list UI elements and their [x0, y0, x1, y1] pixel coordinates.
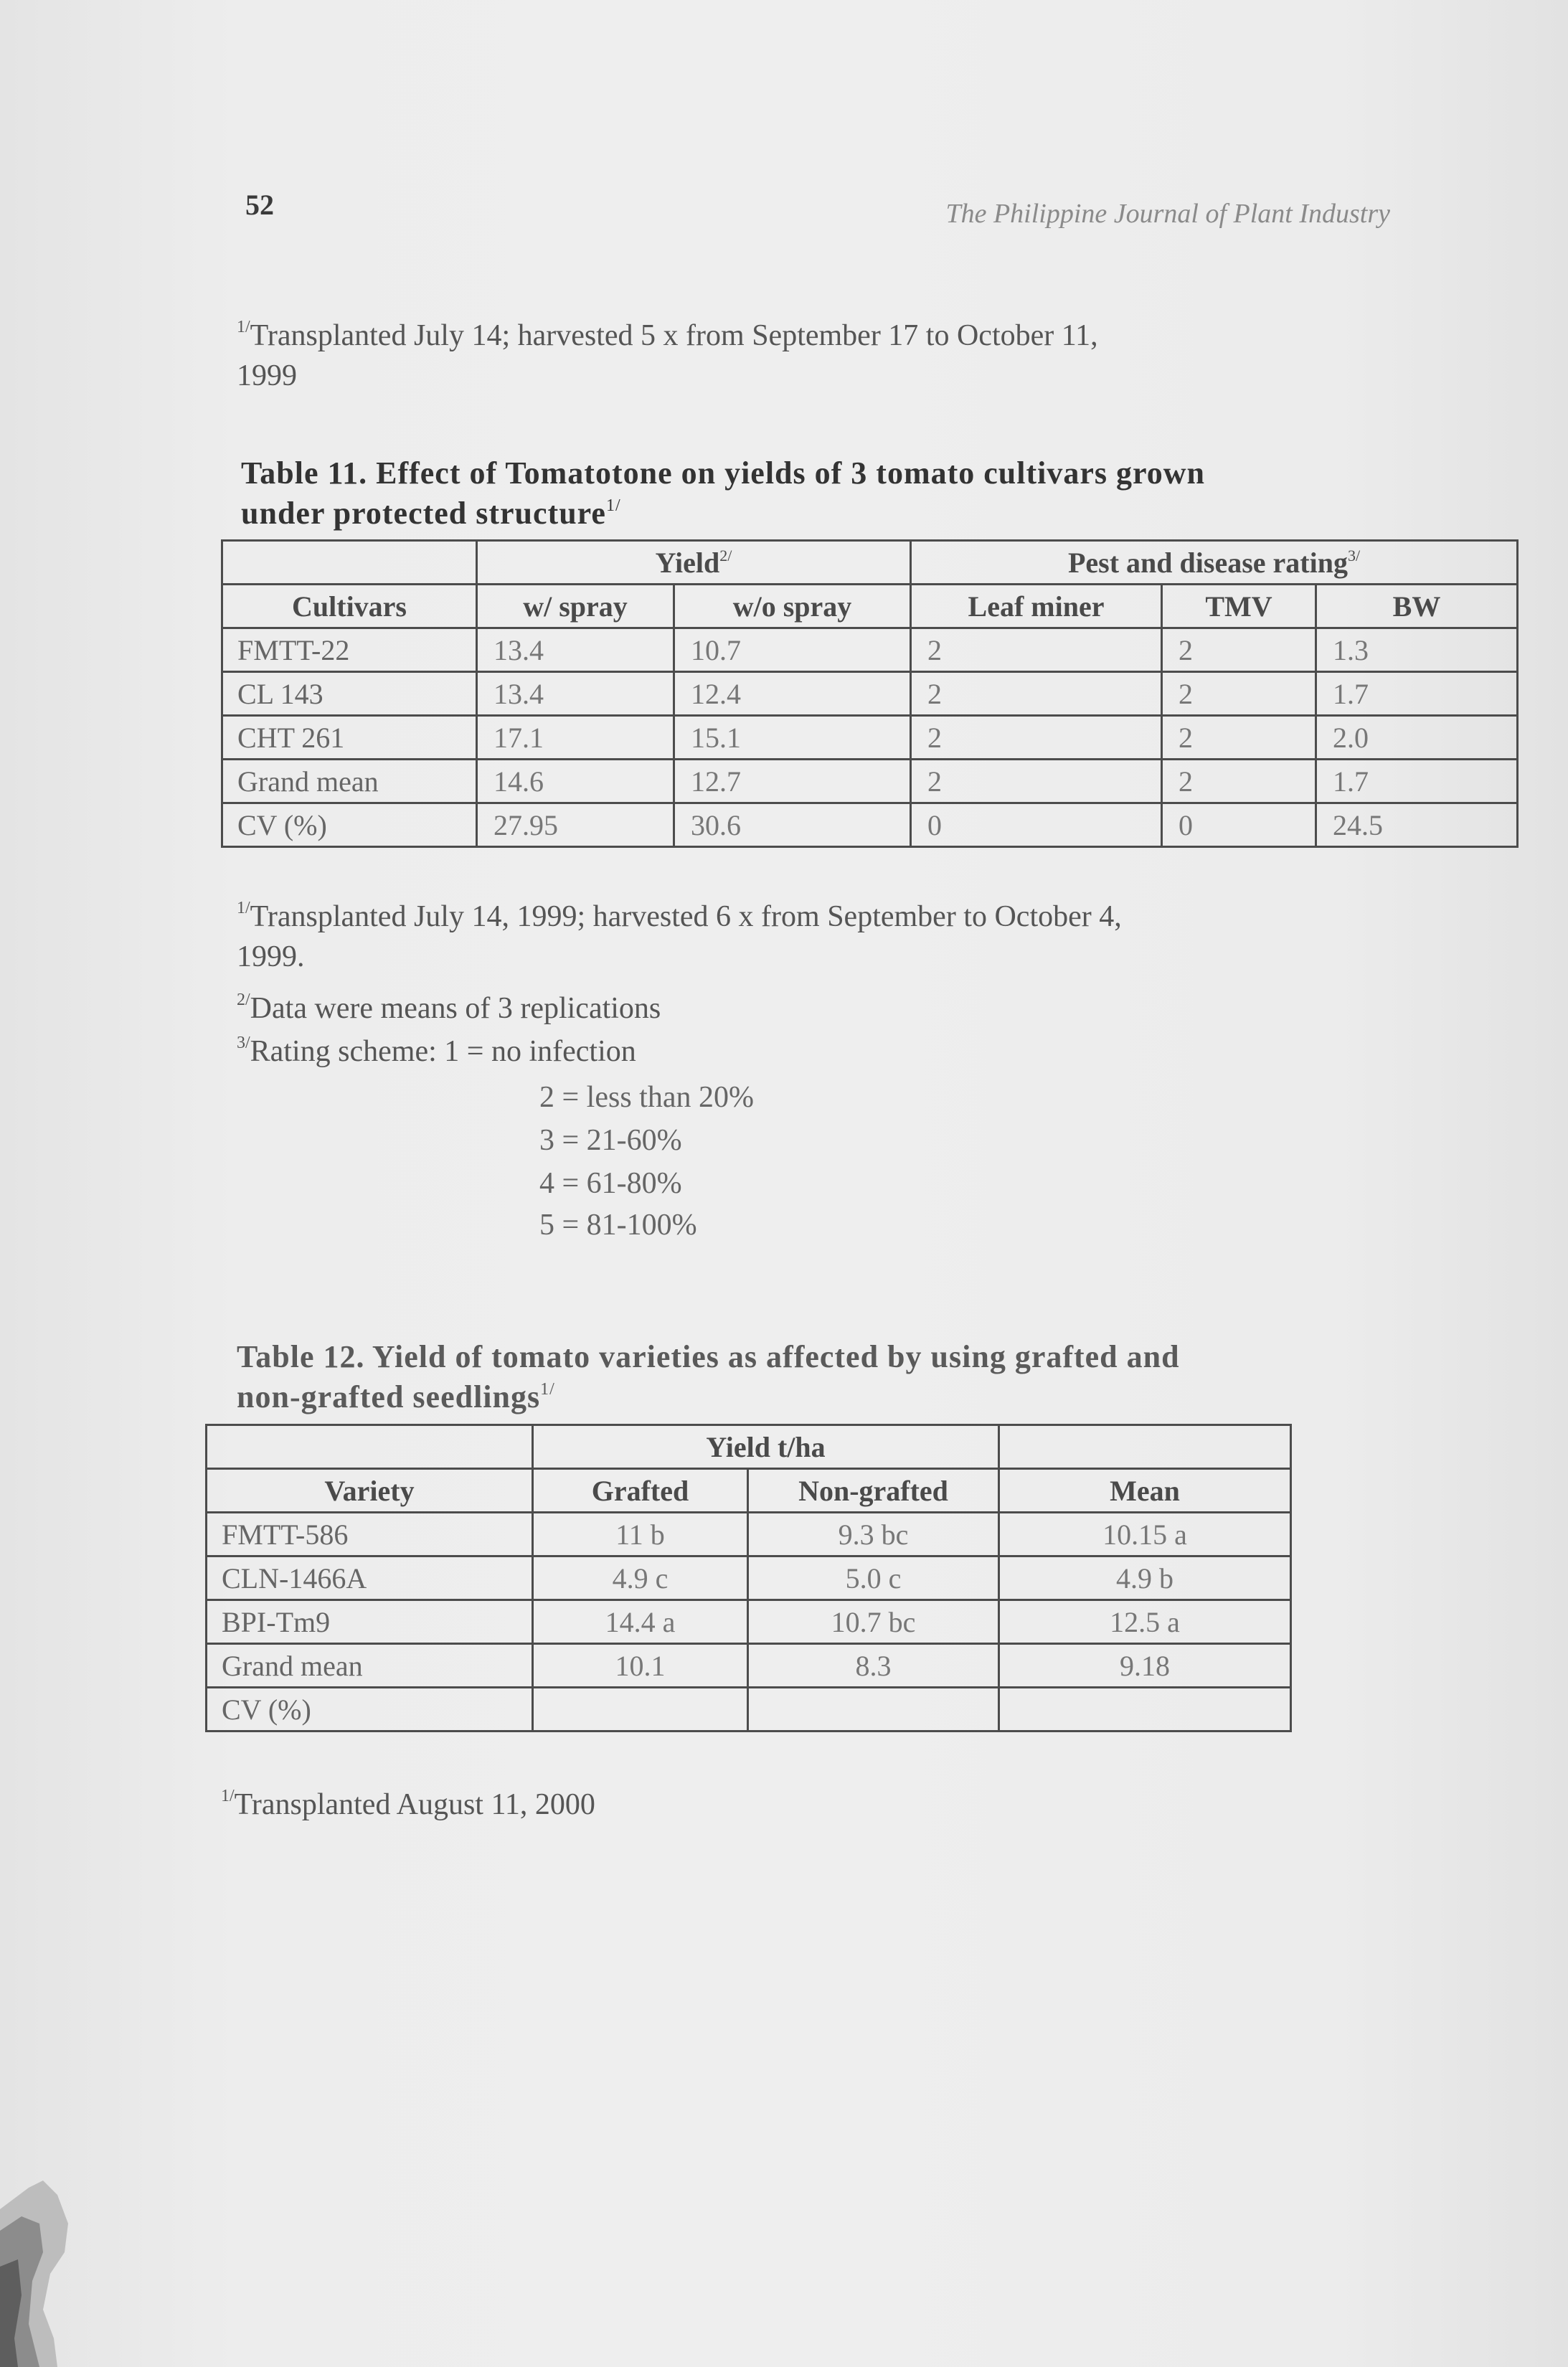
table11-caption: [241, 453, 1403, 534]
table11-cell: 1.7: [1316, 672, 1518, 716]
table-row: [222, 628, 1518, 672]
scan-artifact-shape: [0, 2166, 86, 2367]
table-row: [207, 1513, 1291, 1556]
table11-cell: 12.7: [674, 760, 911, 803]
table12-row-label: FMTT-586: [207, 1513, 533, 1556]
table11-col-header: Cultivars: [222, 585, 477, 628]
table11-caption-line1: Table 11. Effect of Tomatotone on yields of 3 tomato cultivars grown: [241, 455, 1205, 491]
table12-column-header-row: [207, 1469, 1291, 1513]
table12-cell: 4.9 b: [999, 1556, 1291, 1600]
table12-cell: 5.0 c: [748, 1556, 999, 1600]
rating-scheme-line: 4 = 61-80%: [539, 1167, 682, 1200]
table12-cell: 11 b: [533, 1513, 748, 1556]
table11-col-header: TMV: [1162, 585, 1316, 628]
table11-yield-header: Yield$^{2/}$: [477, 541, 911, 585]
table11-cell: 14.6: [477, 760, 674, 803]
table11-cell: 12.4: [674, 672, 911, 716]
table12-cell: [748, 1688, 999, 1731]
table11-cell: 0: [1162, 803, 1316, 847]
rating-scheme-line: 5 = 81-100%: [539, 1209, 697, 1242]
table12-cell: 4.9 c: [533, 1556, 748, 1600]
table-row: [207, 1688, 1291, 1731]
table-row: [207, 1556, 1291, 1600]
table11-row-label: FMTT-22: [222, 628, 477, 672]
table11-col-header: BW: [1316, 585, 1518, 628]
table12-cell: 9.18: [999, 1644, 1291, 1688]
table11-cell: 13.4: [477, 628, 674, 672]
table11-corner-cell: [222, 541, 477, 585]
table12-caption: [237, 1337, 1399, 1417]
table11-footnote-1: [237, 897, 1399, 977]
table11-cell: 0: [911, 803, 1162, 847]
table11-footnote-3: $^{3/}$Rating scheme: 1 = no infection: [237, 1034, 636, 1068]
table11-col-header: w/ spray: [477, 585, 674, 628]
top-footnote-line1: $^{1/}$Transplanted July 14; harvested 5 x from September 17 to October 11,: [237, 318, 1098, 352]
table-row: [222, 760, 1518, 803]
table12-yield-header: Yield t/ha: [533, 1425, 999, 1469]
table12-corner-cell: [207, 1425, 533, 1469]
table11-col-header: w/o spray: [674, 585, 911, 628]
table11-pest-header: Pest and disease rating$^{3/}$: [911, 541, 1518, 585]
table11-footnote-1-line2: 1999.: [237, 940, 305, 973]
table11-cell: 27.95: [477, 803, 674, 847]
table12-empty-header-cell: [999, 1425, 1291, 1469]
top-footnote-line2: 1999: [237, 359, 297, 392]
table12-caption-line1: Table 12. Yield of tomato varieties as affected by using grafted and: [237, 1339, 1180, 1374]
table-row: [207, 1600, 1291, 1644]
page-number: 52: [245, 189, 274, 221]
table11-cell: 1.3: [1316, 628, 1518, 672]
table12-row-label: CLN-1466A: [207, 1556, 533, 1600]
table-row: [207, 1644, 1291, 1688]
top-footnote: [237, 316, 1399, 396]
table11-cell: 17.1: [477, 716, 674, 760]
table11-footnote-1-line1: $^{1/}$Transplanted July 14, 1999; harvested 6 x from September to October 4,: [237, 899, 1122, 933]
table12-col-header: Non-grafted: [748, 1469, 999, 1513]
table12-row-label: CV (%): [207, 1688, 533, 1731]
table11-row-label: CL 143: [222, 672, 477, 716]
table11-cell: 2: [911, 760, 1162, 803]
table11-group-header-row: [222, 541, 1518, 585]
table11-cell: 15.1: [674, 716, 911, 760]
table11-cell: 2: [1162, 672, 1316, 716]
table12-cell: 9.3 bc: [748, 1513, 999, 1556]
table12-col-header: Variety: [207, 1469, 533, 1513]
table12-col-header: Mean: [999, 1469, 1291, 1513]
table11-column-header-row: [222, 585, 1518, 628]
table11-cell: 2: [911, 716, 1162, 760]
table11-footnote-2: $^{2/}$Data were means of 3 replications: [237, 991, 661, 1025]
table12-row-label: BPI-Tm9: [207, 1600, 533, 1644]
table11-cell: 2: [1162, 628, 1316, 672]
table-row: [222, 803, 1518, 847]
rating-scheme-line: 2 = less than 20%: [539, 1081, 754, 1114]
table12-cell: 10.1: [533, 1644, 748, 1688]
table11-row-label: CV (%): [222, 803, 477, 847]
table11-cell: 1.7: [1316, 760, 1518, 803]
table12-caption-line2: non-grafted seedlings$^{1/}$: [237, 1379, 555, 1414]
table11-row-label: Grand mean: [222, 760, 477, 803]
table12-group-header-row: [207, 1425, 1291, 1469]
table11: [221, 539, 1519, 848]
table11-cell: 2: [911, 628, 1162, 672]
table12-cell: 14.4 a: [533, 1600, 748, 1644]
table11-cell: 2: [1162, 716, 1316, 760]
table11-row-label: CHT 261: [222, 716, 477, 760]
table12-cell: [999, 1688, 1291, 1731]
table11-cell: 2: [1162, 760, 1316, 803]
table12-footnote: $^{1/}$Transplanted August 11, 2000: [221, 1787, 595, 1821]
table-row: [222, 716, 1518, 760]
table11-cell: 30.6: [674, 803, 911, 847]
table12: [205, 1424, 1292, 1732]
table11-cell: 24.5: [1316, 803, 1518, 847]
table11-col-header: Leaf miner: [911, 585, 1162, 628]
table12-row-label: Grand mean: [207, 1644, 533, 1688]
table11-caption-line2: under protected structure$^{1/}$: [241, 496, 621, 531]
table12-cell: 12.5 a: [999, 1600, 1291, 1644]
table12-col-header: Grafted: [533, 1469, 748, 1513]
journal-running-head: The Philippine Journal of Plant Industry: [945, 199, 1390, 229]
table11-cell: 13.4: [477, 672, 674, 716]
table12-cell: 10.7 bc: [748, 1600, 999, 1644]
rating-scheme-line: 3 = 21-60%: [539, 1124, 682, 1157]
table-row: [222, 672, 1518, 716]
table12-cell: [533, 1688, 748, 1731]
table11-cell: 10.7: [674, 628, 911, 672]
table11-cell: 2.0: [1316, 716, 1518, 760]
table12-cell: 8.3: [748, 1644, 999, 1688]
table11-cell: 2: [911, 672, 1162, 716]
table12-cell: 10.15 a: [999, 1513, 1291, 1556]
